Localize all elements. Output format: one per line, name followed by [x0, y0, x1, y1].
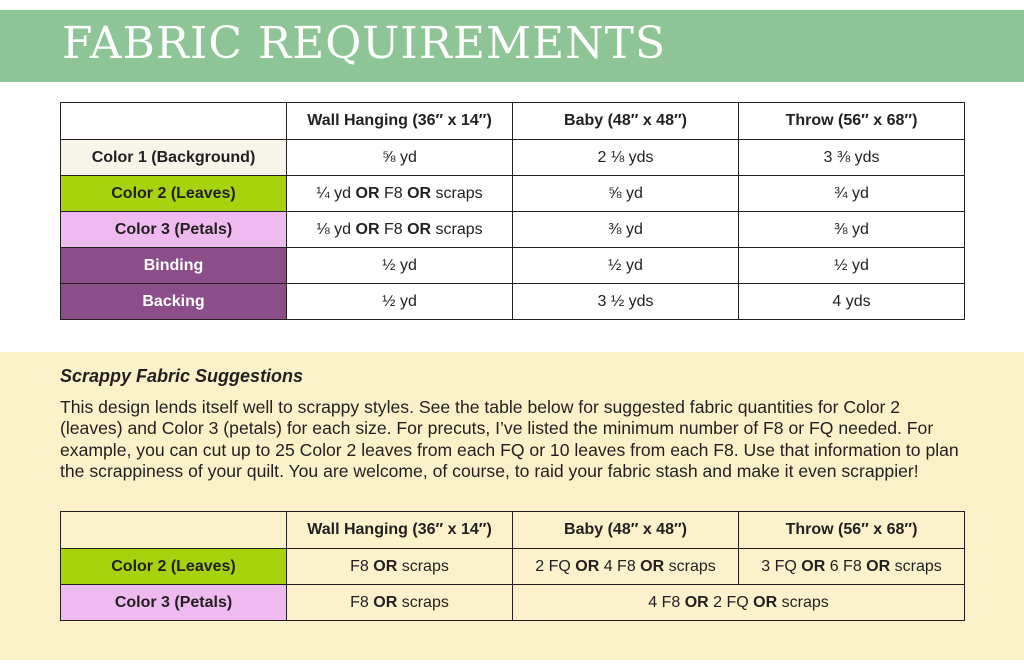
- table-cell-merged: [513, 585, 965, 621]
- or-text: OR: [355, 220, 380, 238]
- or-text: OR: [801, 557, 826, 575]
- cell-text: scraps: [397, 557, 449, 575]
- header-cell-baby: Baby (48″ x 48″): [513, 103, 739, 140]
- cell-text: scraps: [431, 220, 483, 238]
- row-label-color-1: Color 1 (Background): [61, 140, 287, 176]
- or-text: OR: [407, 220, 432, 238]
- row-label-color-3: Color 3 (Petals): [61, 585, 287, 621]
- table-cell: [287, 212, 513, 248]
- cell-text: scraps: [890, 557, 942, 575]
- cell-text: F8: [350, 557, 374, 575]
- table-cell: ½ yd: [287, 284, 513, 320]
- header-cell-throw: Throw (56″ x 68″): [739, 103, 965, 140]
- header-cell-empty: [61, 512, 287, 549]
- or-text: OR: [575, 557, 600, 575]
- cell-text: scraps: [431, 184, 483, 202]
- table-cell: ⅝ yd: [513, 176, 739, 212]
- fabric-requirements-table: [60, 102, 965, 320]
- table-cell: 4 yds: [739, 284, 965, 320]
- cell-text: scraps: [397, 593, 449, 611]
- cell-text: F8: [379, 184, 408, 202]
- table-row: [61, 284, 965, 320]
- table-row: [61, 212, 965, 248]
- table-header-row: [61, 103, 965, 140]
- table-cell: ½ yd: [287, 248, 513, 284]
- table-cell: ½ yd: [513, 248, 739, 284]
- table-cell: [287, 176, 513, 212]
- table-row: [61, 248, 965, 284]
- table-cell: 2 ⅛ yds: [513, 140, 739, 176]
- or-text: OR: [866, 557, 891, 575]
- cell-text: ¼ yd: [316, 184, 356, 202]
- table-cell: ¾ yd: [739, 176, 965, 212]
- cell-text: 6 F8: [825, 557, 867, 575]
- cell-text: F8: [350, 593, 374, 611]
- cell-text: 2 FQ: [708, 593, 754, 611]
- header-cell-empty: [61, 103, 287, 140]
- row-label-color-3: Color 3 (Petals): [61, 212, 287, 248]
- or-text: OR: [373, 557, 398, 575]
- cell-text: 3 FQ: [761, 557, 802, 575]
- cell-text: F8: [379, 220, 408, 238]
- table-cell: ½ yd: [739, 248, 965, 284]
- table-cell: ⅜ yd: [513, 212, 739, 248]
- table-cell: 3 ⅜ yds: [739, 140, 965, 176]
- cell-text: 2 FQ: [535, 557, 576, 575]
- scrappy-suggestions-table: [60, 511, 965, 621]
- row-label-binding: Binding: [61, 248, 287, 284]
- table-row: [61, 176, 965, 212]
- or-text: OR: [407, 184, 432, 202]
- table-row: [61, 585, 965, 621]
- table-cell: [287, 585, 513, 621]
- row-label-color-2: Color 2 (Leaves): [61, 176, 287, 212]
- row-label-backing: Backing: [61, 284, 287, 320]
- or-text: OR: [753, 593, 778, 611]
- scrappy-body-text: This design lends itself well to scrappy styles. See the table below for suggested fabric quantities for Color 2 (leaves) and Color 3 (petals) for each size. For precuts, I’ve listed the minimum number of F8 or FQ needed. For example, you can cut up to 25 Color 2 leaves from each FQ or 10 leaves from each F8. Use that information to plan the scrappiness of your quilt. You are welcome, of course, to raid your fabric stash and make it even scrappier!: [60, 397, 959, 481]
- table-cell: 3 ½ yds: [513, 284, 739, 320]
- cell-text: 4 F8: [648, 593, 685, 611]
- or-text: OR: [355, 184, 380, 202]
- row-label-color-2: Color 2 (Leaves): [61, 549, 287, 585]
- header-cell-baby: Baby (48″ x 48″): [513, 512, 739, 549]
- or-text: OR: [640, 557, 665, 575]
- cell-text: 4 F8: [599, 557, 641, 575]
- table-cell: [513, 549, 739, 585]
- table-row: [61, 549, 965, 585]
- table-row: [61, 140, 965, 176]
- or-text: OR: [684, 593, 709, 611]
- table-cell: ⅜ yd: [739, 212, 965, 248]
- table-cell: ⅝ yd: [287, 140, 513, 176]
- table-cell: [739, 549, 965, 585]
- cell-text: scraps: [664, 557, 716, 575]
- table-header-row: [61, 512, 965, 549]
- header-cell-wall-hanging: Wall Hanging (36″ x 14″): [287, 512, 513, 549]
- page-title: FABRIC REQUIREMENTS: [62, 18, 667, 69]
- or-text: OR: [373, 593, 398, 611]
- cell-text: scraps: [777, 593, 829, 611]
- header-cell-wall-hanging: Wall Hanging (36″ x 14″): [287, 103, 513, 140]
- header-cell-throw: Throw (56″ x 68″): [739, 512, 965, 549]
- scrappy-title: Scrappy Fabric Suggestions: [60, 366, 304, 386]
- table-cell: [287, 549, 513, 585]
- cell-text: ⅛ yd: [316, 220, 356, 238]
